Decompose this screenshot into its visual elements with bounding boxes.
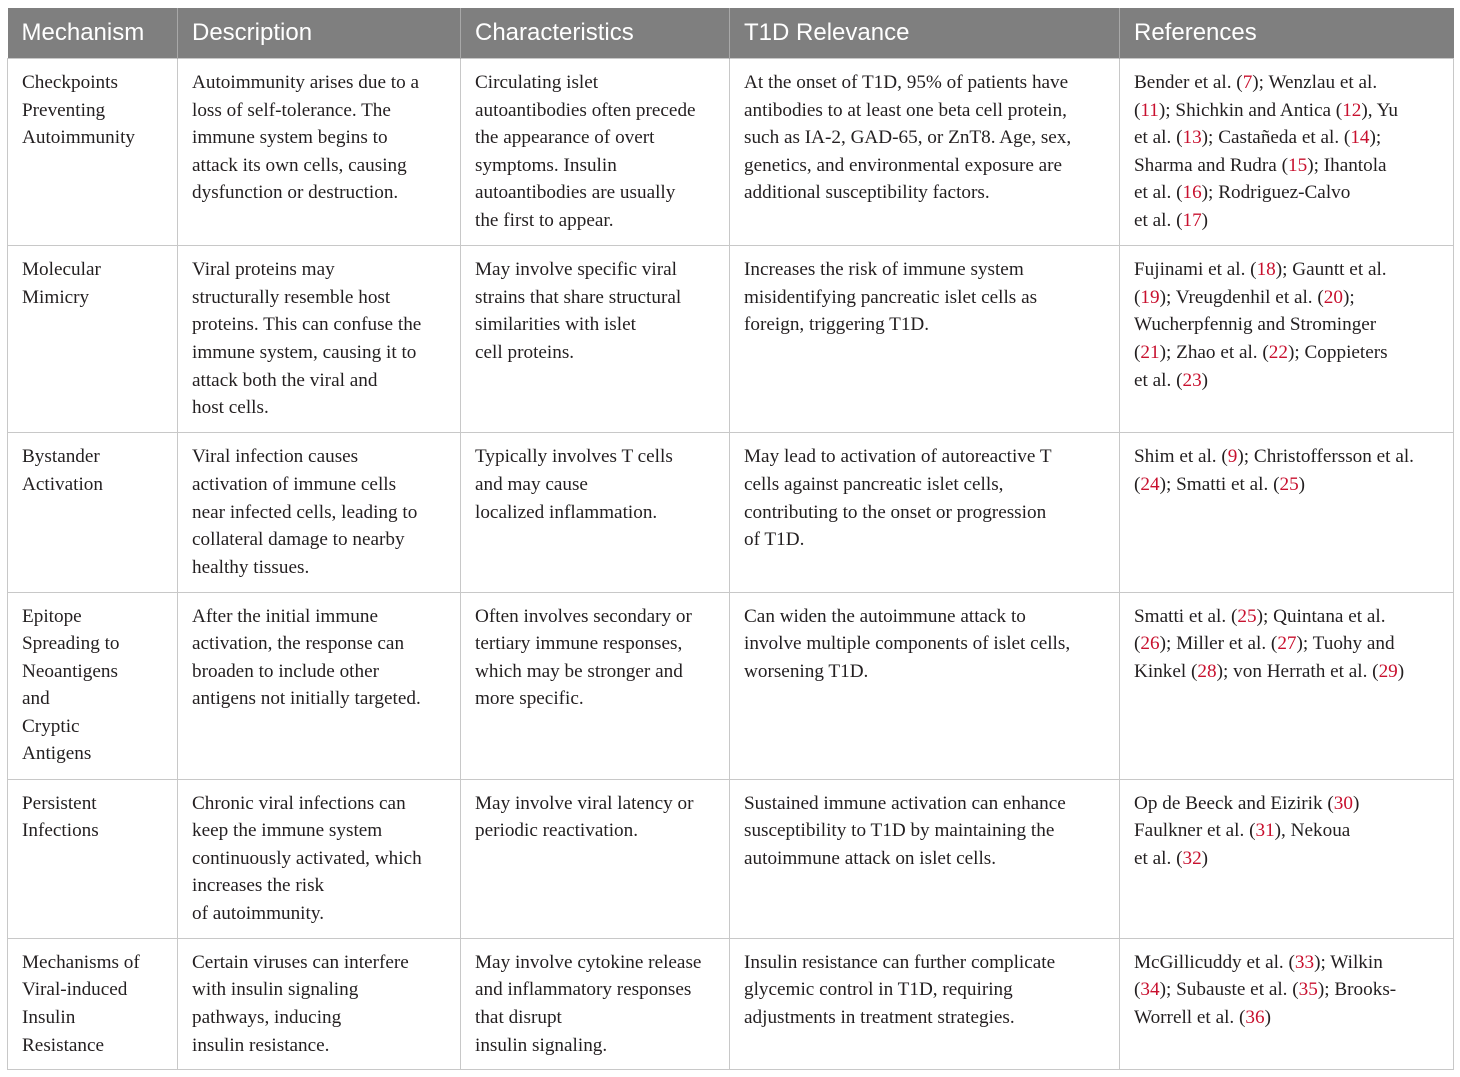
reference-text: Fujinami et al. ( (1134, 259, 1257, 281)
citation-number: 25 (1237, 605, 1257, 627)
reference-text: ) (1264, 1007, 1271, 1029)
characteristics-line: autoantibodies are usually (475, 182, 676, 204)
references-line (1134, 256, 1445, 284)
cell-relevance (730, 938, 1120, 1069)
citation-number: 32 (1182, 847, 1202, 869)
reference-text: Worrell et al. ( (1134, 1007, 1246, 1029)
mechanism-line: and (22, 688, 50, 710)
references-line (1134, 367, 1445, 395)
description-line: of autoimmunity. (192, 903, 324, 925)
reference-text: ), Nekoua (1274, 820, 1351, 842)
mechanism-line: Infections (22, 820, 99, 842)
reference-text: ); Ihantola (1307, 154, 1387, 176)
reference-text: ( (1134, 473, 1141, 495)
reference-text: ( (1134, 341, 1141, 363)
reference-text: ( (1134, 979, 1141, 1001)
header-t1d-relevance: T1D Relevance (730, 8, 1120, 59)
citation-number: 13 (1182, 127, 1202, 149)
header-description: Description (178, 8, 461, 59)
cell-mechanism (8, 938, 178, 1069)
mechanism-line: Neoantigens (22, 660, 118, 682)
description-line: structurally resemble host (192, 286, 391, 308)
reference-text: ( (1134, 99, 1141, 121)
description-line: activation of immune cells (192, 473, 397, 495)
cell-description (178, 779, 461, 938)
header-row (8, 8, 1454, 59)
characteristics-line: more specific. (475, 688, 584, 710)
mechanism-line: Preventing (22, 99, 106, 121)
mechanism-line: Resistance (22, 1034, 105, 1056)
description-line: continuously activated, which (192, 847, 422, 869)
references-line (1134, 603, 1445, 631)
citation-number: 27 (1277, 633, 1297, 655)
table-row (8, 592, 1454, 779)
reference-text: ( (1134, 286, 1141, 308)
characteristics-line: May involve cytokine release (475, 951, 702, 973)
references-line (1134, 339, 1445, 367)
relevance-line: Sustained immune activation can enhance (744, 792, 1066, 814)
relevance-line: At the onset of T1D, 95% of patients have (744, 72, 1069, 93)
mechanism-line: Insulin (22, 1007, 76, 1029)
citation-number: 14 (1350, 127, 1370, 149)
references-line (1134, 311, 1445, 339)
reference-text: et al. ( (1134, 127, 1183, 149)
relevance-line: adjustments in treatment strategies. (744, 1007, 1015, 1029)
characteristics-line: which may be stronger and (475, 660, 683, 682)
relevance-line: May lead to activation of autoreactive T (744, 446, 1052, 468)
description-line: After the initial immune (192, 605, 378, 627)
reference-text: Kinkel ( (1134, 660, 1198, 682)
cell-relevance (730, 433, 1120, 592)
reference-text: ); Zhao et al. ( (1159, 341, 1269, 363)
characteristics-line: strains that share structural (475, 286, 682, 308)
cell-relevance (730, 592, 1120, 779)
mechanism-line: Cryptic (22, 715, 80, 737)
citation-number: 34 (1140, 979, 1160, 1001)
description-line: dysfunction or destruction. (192, 182, 399, 204)
description-line: Autoimmunity arises due to a (192, 72, 420, 93)
characteristics-line: and inflammatory responses (475, 979, 692, 1001)
citation-number: 28 (1197, 660, 1217, 682)
reference-text: et al. ( (1134, 847, 1183, 869)
description-line: attack its own cells, causing (192, 154, 407, 176)
reference-text: ); Brooks- (1317, 979, 1397, 1001)
description-line: keep the immune system (192, 820, 383, 842)
citation-number: 35 (1298, 979, 1318, 1001)
reference-text: Faulkner et al. ( (1134, 820, 1256, 842)
description-line: Viral proteins may (192, 259, 335, 281)
characteristics-line: Often involves secondary or (475, 605, 692, 627)
header-characteristics: Characteristics (461, 8, 730, 59)
reference-text: Wucherpfennig and Strominger (1134, 314, 1377, 336)
relevance-line: Can widen the autoimmune attack to (744, 605, 1026, 627)
references-line (1134, 658, 1445, 686)
references-line (1134, 124, 1445, 152)
citation-number: 24 (1140, 473, 1160, 495)
description-line: near infected cells, leading to (192, 501, 418, 523)
references-line (1134, 949, 1445, 977)
mechanism-line: Molecular (22, 259, 101, 281)
reference-text: ); Subauste et al. ( (1159, 979, 1299, 1001)
citation-number: 7 (1242, 72, 1253, 93)
references-line (1134, 152, 1445, 180)
references-line (1134, 817, 1445, 845)
description-line: healthy tissues. (192, 556, 310, 578)
reference-text: ); Wenzlau et al. (1252, 72, 1378, 93)
citation-number: 36 (1245, 1007, 1265, 1029)
table-row (8, 938, 1454, 1069)
reference-text: McGillicuddy et al. ( (1134, 951, 1295, 973)
cell-references (1120, 433, 1454, 592)
citation-number: 20 (1323, 286, 1343, 308)
relevance-line: cells against pancreatic islet cells, (744, 473, 1004, 495)
characteristics-line: May involve viral latency or (475, 792, 694, 814)
description-line: increases the risk (192, 875, 325, 897)
references-line (1134, 207, 1445, 235)
reference-text: Bender et al. ( (1134, 72, 1243, 93)
reference-text: et al. ( (1134, 209, 1183, 231)
citation-number: 25 (1279, 473, 1299, 495)
relevance-line: worsening T1D. (744, 660, 869, 682)
citation-number: 26 (1140, 633, 1160, 655)
cell-relevance (730, 779, 1120, 938)
cell-description (178, 59, 461, 246)
characteristics-line: insulin signaling. (475, 1034, 608, 1056)
relevance-line: glycemic control in T1D, requiring (744, 979, 1013, 1001)
relevance-line: contributing to the onset or progression (744, 501, 1047, 523)
cell-mechanism (8, 592, 178, 779)
description-line: Chronic viral infections can (192, 792, 406, 814)
reference-text: Shim et al. ( (1134, 446, 1228, 468)
citation-number: 21 (1140, 341, 1160, 363)
citation-number: 30 (1333, 792, 1353, 814)
references-line (1134, 69, 1445, 97)
reference-text: ); Rodriguez-Calvo (1201, 182, 1351, 204)
characteristics-line: localized inflammation. (475, 501, 658, 523)
cell-characteristics (461, 779, 730, 938)
mechanism-line: Checkpoints (22, 72, 118, 93)
mechanism-line: Mimicry (22, 286, 90, 308)
reference-text: ); Coppieters (1287, 341, 1388, 363)
citation-number: 22 (1268, 341, 1288, 363)
description-line: Certain viruses can interfere (192, 951, 409, 973)
citation-number: 29 (1378, 660, 1398, 682)
description-line: loss of self-tolerance. The (192, 99, 391, 121)
reference-text: ) (1201, 209, 1209, 231)
relevance-line: such as IA-2, GAD-65, or ZnT8. Age, sex, (744, 127, 1072, 149)
cell-description (178, 246, 461, 433)
reference-text: ); Gauntt et al. (1275, 259, 1387, 281)
mechanism-line: Mechanisms of (22, 951, 140, 973)
reference-text: ); Smatti et al. ( (1159, 473, 1280, 495)
references-line (1134, 1004, 1445, 1032)
description-line: immune system, causing it to (192, 341, 417, 363)
citation-number: 18 (1256, 259, 1276, 281)
description-line: proteins. This can confuse the (192, 314, 422, 336)
mechanism-line: Epitope (22, 605, 82, 627)
citation-number: 31 (1255, 820, 1275, 842)
characteristics-line: that disrupt (475, 1007, 562, 1029)
reference-text: ); Christoffersson et al. (1237, 446, 1414, 468)
mechanism-line: Antigens (22, 743, 92, 765)
citation-number: 17 (1182, 209, 1202, 231)
reference-text: ) (1397, 660, 1405, 682)
reference-text: ); Castañeda et al. ( (1201, 127, 1351, 149)
description-line: collateral damage to nearby (192, 529, 405, 551)
mechanism-line: Activation (22, 473, 103, 495)
relevance-line: of T1D. (744, 529, 805, 551)
cell-mechanism (8, 779, 178, 938)
description-line: host cells. (192, 397, 269, 419)
table-row (8, 433, 1454, 592)
description-line: pathways, inducing (192, 1007, 342, 1029)
references-line (1134, 97, 1445, 125)
description-line: antigens not initially targeted. (192, 688, 421, 710)
characteristics-line: symptoms. Insulin (475, 154, 617, 176)
characteristics-line: periodic reactivation. (475, 820, 639, 842)
cell-references (1120, 938, 1454, 1069)
characteristics-line: autoantibodies often precede (475, 99, 696, 121)
description-line: immune system begins to (192, 127, 388, 149)
reference-text: et al. ( (1134, 369, 1183, 391)
characteristics-line: Circulating islet (475, 72, 599, 93)
citation-number: 11 (1140, 99, 1159, 121)
relevance-line: additional susceptibility factors. (744, 182, 990, 204)
reference-text: ( (1134, 633, 1141, 655)
cell-characteristics (461, 59, 730, 246)
cell-mechanism (8, 59, 178, 246)
mechanism-line: Persistent (22, 792, 97, 814)
relevance-line: misidentifying pancreatic islet cells as (744, 286, 1038, 308)
reference-text: ), Yu (1361, 99, 1398, 121)
description-line: attack both the viral and (192, 369, 378, 391)
cell-mechanism (8, 433, 178, 592)
relevance-line: involve multiple components of islet cells, (744, 633, 1071, 655)
mechanism-line: Viral-induced (22, 979, 128, 1001)
table-row (8, 59, 1454, 246)
mechanism-line: Spreading to (22, 633, 120, 655)
mechanisms-table (7, 8, 1454, 1070)
cell-references (1120, 592, 1454, 779)
references-line (1134, 630, 1445, 658)
description-line: with insulin signaling (192, 979, 359, 1001)
characteristics-line: cell proteins. (475, 341, 575, 363)
references-line (1134, 284, 1445, 312)
characteristics-line: the appearance of overt (475, 127, 655, 149)
cell-references (1120, 246, 1454, 433)
cell-relevance (730, 59, 1120, 246)
reference-text: Op de Beeck and Eizirik ( (1134, 792, 1334, 814)
cell-description (178, 592, 461, 779)
mechanism-line: Autoimmunity (22, 127, 135, 149)
relevance-line: foreign, triggering T1D. (744, 314, 930, 336)
reference-text: et al. ( (1134, 182, 1183, 204)
relevance-line: Increases the risk of immune system (744, 259, 1024, 281)
citation-number: 9 (1227, 446, 1238, 468)
characteristics-line: and may cause (475, 473, 588, 495)
description-line: insulin resistance. (192, 1034, 330, 1056)
description-line: Viral infection causes (192, 446, 359, 468)
relevance-line: Insulin resistance can further complicate (744, 951, 1056, 973)
characteristics-line: the first to appear. (475, 209, 614, 231)
table-row (8, 246, 1454, 433)
cell-references (1120, 59, 1454, 246)
relevance-line: antibodies to at least one beta cell protein, (744, 99, 1067, 121)
citation-number: 15 (1288, 154, 1308, 176)
reference-text: ); Tuohy and (1296, 633, 1395, 655)
cell-characteristics (461, 433, 730, 592)
characteristics-line: Typically involves T cells (475, 446, 673, 468)
references-line (1134, 845, 1445, 873)
references-line (1134, 790, 1445, 818)
reference-text: ); von Herrath et al. ( (1216, 660, 1379, 682)
citation-number: 19 (1140, 286, 1160, 308)
citation-number: 16 (1182, 182, 1202, 204)
relevance-line: autoimmune attack on islet cells. (744, 847, 997, 869)
header-mechanism: Mechanism (8, 8, 178, 59)
table-row (8, 779, 1454, 938)
characteristics-line: May involve specific viral (475, 259, 677, 281)
reference-text: ); Shichkin and Antica ( (1158, 99, 1343, 121)
citation-number: 33 (1294, 951, 1315, 973)
relevance-line: susceptibility to T1D by maintaining the (744, 820, 1055, 842)
mechanism-line: Bystander (22, 446, 100, 468)
cell-description (178, 433, 461, 592)
cell-relevance (730, 246, 1120, 433)
references-line (1134, 976, 1445, 1004)
reference-text: Smatti et al. ( (1134, 605, 1238, 627)
cell-characteristics (461, 592, 730, 779)
references-line (1134, 179, 1445, 207)
cell-references (1120, 779, 1454, 938)
reference-text: ); Vreugdenhil et al. ( (1159, 286, 1324, 308)
cell-mechanism (8, 246, 178, 433)
table-body (8, 59, 1454, 1070)
reference-text: ) (1298, 473, 1306, 495)
reference-text: Sharma and Rudra ( (1134, 154, 1288, 176)
references-line (1134, 471, 1445, 499)
reference-text: ); Wilkin (1314, 951, 1383, 973)
characteristics-line: tertiary immune responses, (475, 633, 683, 655)
description-line: broaden to include other (192, 660, 380, 682)
references-line (1134, 443, 1445, 471)
reference-text: ); (1369, 127, 1382, 149)
cell-characteristics (461, 938, 730, 1069)
citation-number: 23 (1182, 369, 1202, 391)
cell-characteristics (461, 246, 730, 433)
description-line: activation, the response can (192, 633, 405, 655)
citation-number: 12 (1342, 99, 1362, 121)
characteristics-line: similarities with islet (475, 314, 636, 336)
reference-text: ) (1201, 369, 1209, 391)
relevance-line: genetics, and environmental exposure are (744, 154, 1063, 176)
reference-text: ) (1201, 847, 1209, 869)
header-references: References (1120, 8, 1454, 59)
reference-text: ); Miller et al. ( (1159, 633, 1278, 655)
reference-text: ) (1352, 792, 1360, 814)
reference-text: ); (1342, 286, 1355, 308)
reference-text: ); Quintana et al. (1256, 605, 1386, 627)
cell-description (178, 938, 461, 1069)
